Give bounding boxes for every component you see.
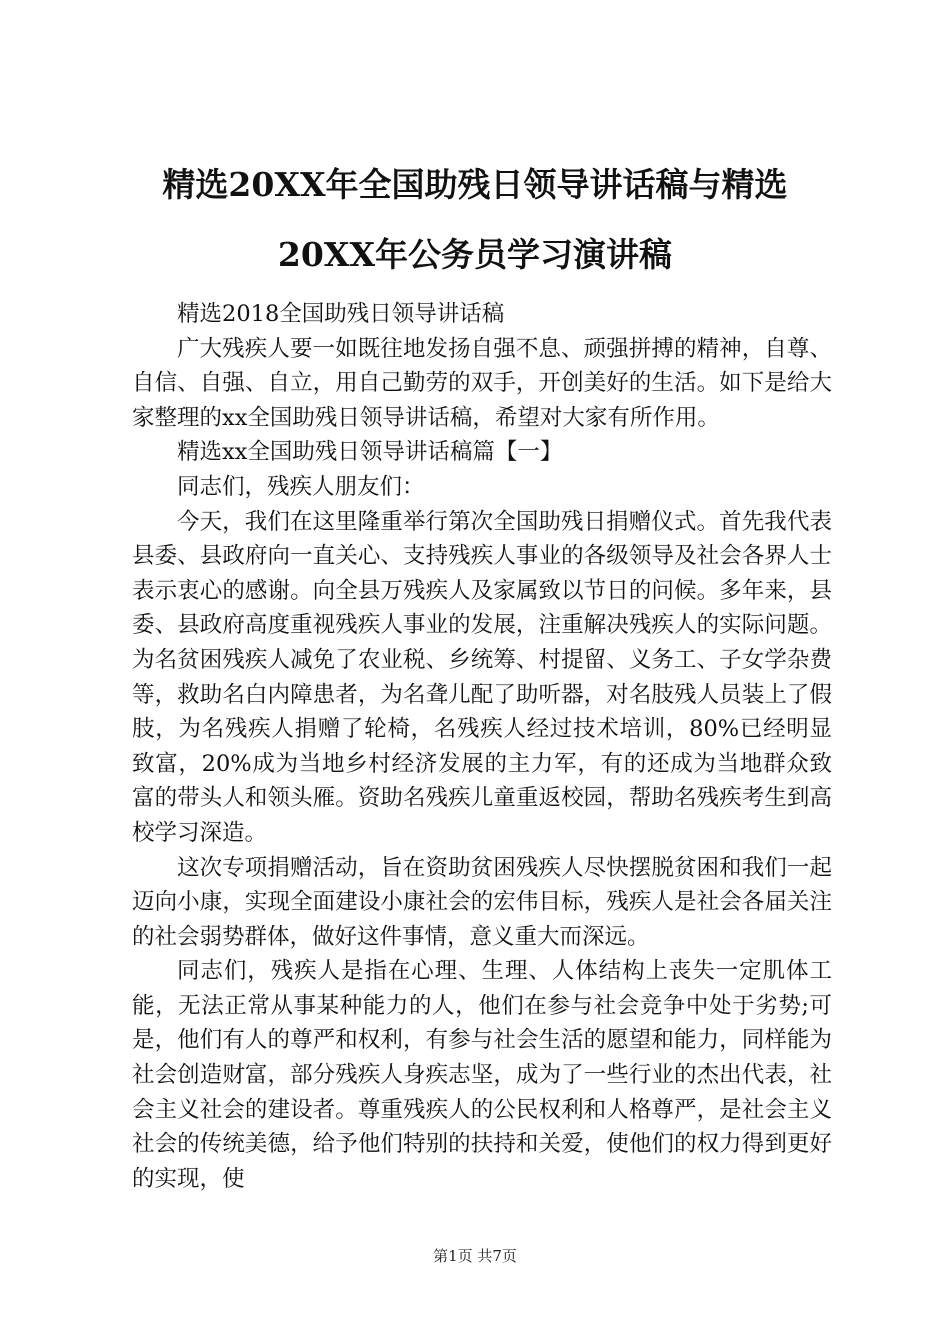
document-title <box>120 150 830 290</box>
paragraph-section-heading: 精选xx全国助残日领导讲话稿篇【一】 <box>177 439 563 466</box>
paragraph-subtitle: 精选2018全国助残日领导讲话稿 <box>177 301 505 327</box>
paragraph-intro: 广大残疾人要一如既往地发扬自强不息、顽强拼搏的精神，自尊、自信、自强、自立，用自己勤劳的双手，开创美好的生活。如下是给大家整理的xx全国助残日领导讲话稿，希望对大家有所作用。 <box>132 335 832 431</box>
paragraph-body-3: 同志们，残疾人是指在心理、生理、人体结构上丧失一定肌体工能，无法正常从事某种能力的人，他们在参与社会竞争中处于劣势;可是，他们有人的尊严和权利，有参与社会生活的愿望和能力，同样能为社会创造财富，部分残疾人身疾志坚，成为了一些行业的杰出代表，社会主义社会的建设者。尊重残疾人的公民权利和人格尊严，是社会主义社会的传统美德，给予他们特别的扶持和关爱，使他们的权力得到更好的实现，使 <box>132 958 832 1192</box>
title-line-1: 精选20XX年全国助残日领导讲话稿与精选 <box>162 165 788 204</box>
title-line-2: 20XX年公务员学习演讲稿 <box>277 235 673 274</box>
paragraph-body-1: 今天，我们在这里隆重举行第次全国助残日捐赠仪式。首先我代表县委、县政府向一直关心、支持残疾人事业的各级领导及社会各界人士表示衷心的感谢。向全县万残疾人及家属致以节日的问候。多年来，县委、县政府高度重视残疾人事业的发展，注重解决残疾人的实际问题。为名贫困残疾人减免了农业税、乡统筹、村提留、义务工、子女学杂费等，救助名白内障患者，为名聋儿配了助听器，对名肢残人员装上了假肢，为名残疾人捐赠了轮椅，名残疾人经过技术培训，80%已经明显致富，20%成为当地乡村经济发展的主力军，有的还成为当地群众致富的带头人和领头雁。资助名残疾儿童重返校园，帮助名残疾考生到高校学习深造。 <box>132 508 832 846</box>
document-body <box>132 297 832 1196</box>
paragraph-greeting: 同志们，残疾人朋友们： <box>177 473 425 500</box>
page-footer: 第1页 共7页 <box>433 1247 517 1265</box>
paragraph-body-2: 这次专项捐赠活动，旨在资助贫困残疾人尽快摆脱贫困和我们一起迈向小康，实现全面建设小康社会的宏伟目标，残疾人是社会各届关注的社会弱势群体，做好这件事情，意义重大而深远。 <box>132 854 832 950</box>
